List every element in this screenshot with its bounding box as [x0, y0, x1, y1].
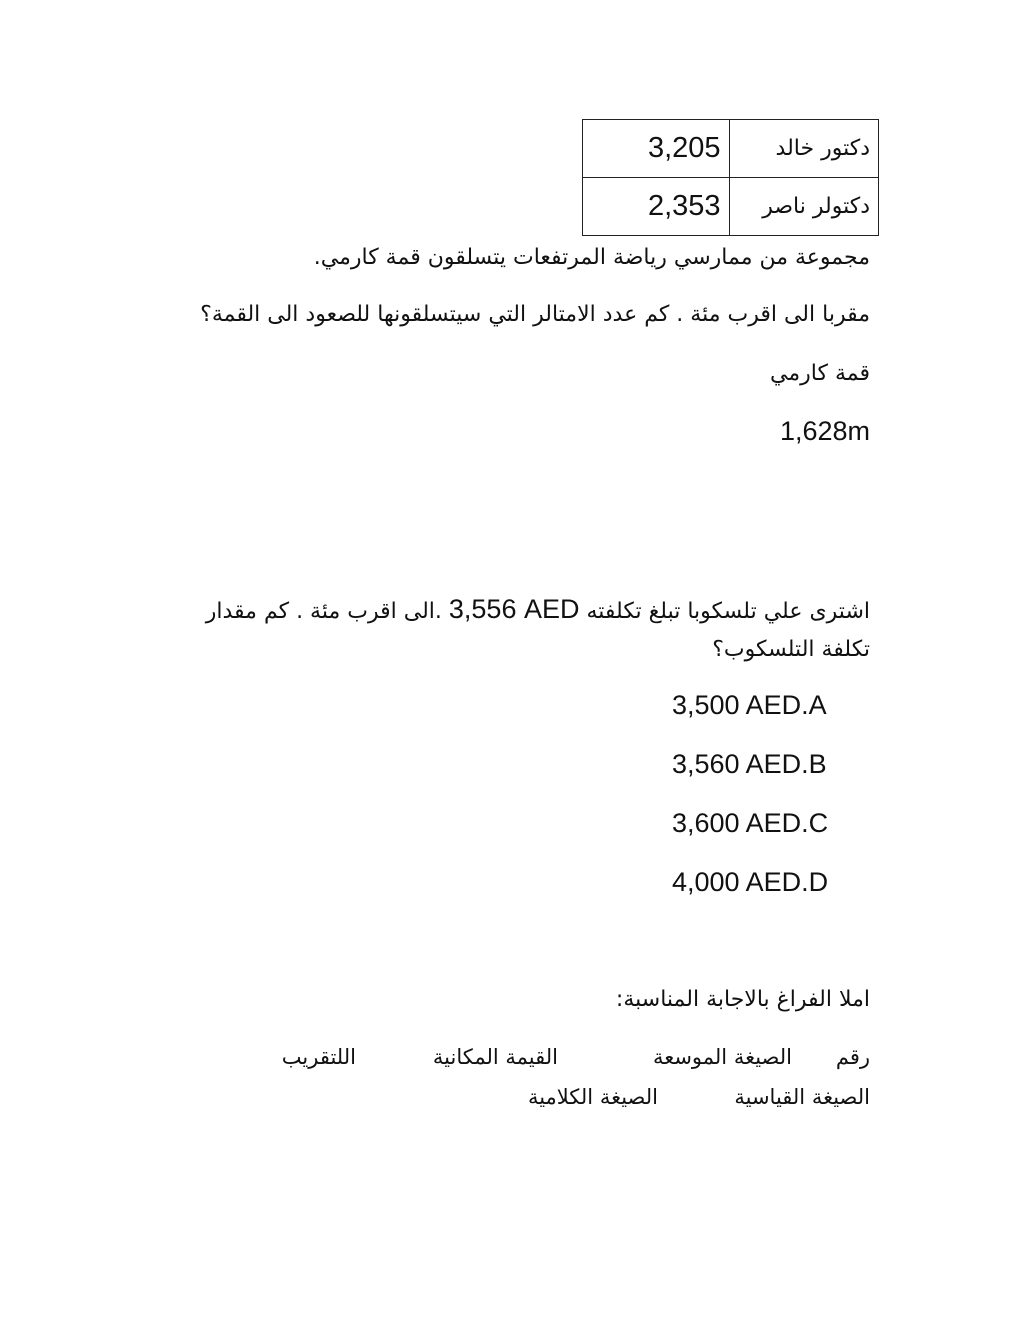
table-row: [583, 120, 879, 178]
q1-peak-label: قمة كارمي: [770, 361, 870, 386]
q1-line2: مقربا الى اقرب مئة . كم عدد الامتالر التي سيتسلقونها للصعود الى القمة؟: [200, 302, 870, 327]
choice-value: 3,600 AED: [672, 808, 802, 838]
choice-value: 3,560 AED: [672, 749, 802, 779]
choice-letter: .C: [801, 808, 829, 838]
word-bank-item: الصيغة الكلامية: [527, 1085, 658, 1109]
table-cell-name: دكتولر ناصر: [729, 178, 878, 236]
table-cell-name: دكتور خالد: [729, 120, 878, 178]
scores-table: [582, 119, 879, 236]
q2-line1-left: .الى اقرب مئة . كم مقدار: [205, 599, 442, 624]
q1-height: 1,628m: [779, 416, 870, 446]
choice-c: [672, 808, 828, 839]
table-row: [583, 178, 879, 236]
q3-instruction: املا الفراغ بالاجابة المناسبة:: [615, 987, 870, 1012]
word-bank-item: اللتقريب: [281, 1045, 356, 1069]
q2-amount: 3,556 AED: [448, 594, 580, 624]
choice-letter: .D: [801, 867, 829, 897]
choice-b: [672, 749, 827, 780]
choice-d: [672, 867, 828, 898]
choice-value: 4,000 AED: [672, 867, 802, 897]
choice-value: 3,500 AED: [672, 690, 802, 720]
q2-line1-right: اشترى علي تلسكوبا تبلغ تكلفته: [586, 599, 870, 624]
choice-letter: .B: [801, 749, 827, 779]
table-cell-value: 3,205: [583, 120, 730, 178]
word-bank-item: القيمة المكانية: [432, 1045, 558, 1069]
choice-a: [672, 690, 827, 721]
word-bank-item: الصيغة الموسعة: [652, 1045, 792, 1069]
choice-letter: .A: [801, 690, 827, 720]
q1-line1: مجموعة من ممارسي رياضة المرتفعات يتسلقون قمة كارمي.: [313, 245, 870, 270]
q2-line2: تكلفة التلسكوب؟: [712, 637, 870, 662]
word-bank-item: رقم: [835, 1045, 870, 1069]
word-bank-item: الصيغة القياسية: [734, 1085, 870, 1109]
table-cell-value: 2,353: [583, 178, 730, 236]
q2-line1: [170, 594, 870, 625]
